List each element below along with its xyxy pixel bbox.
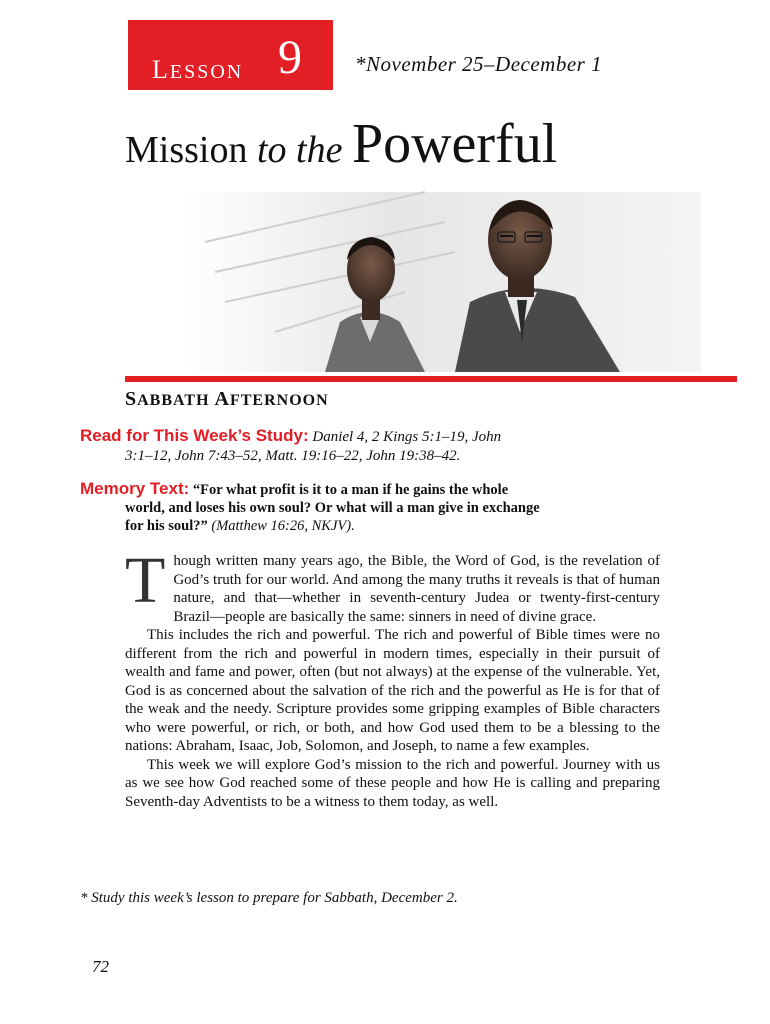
section-word2-cap: A	[214, 388, 230, 410]
footnote: * Study this week’s lesson to prepare for Sabbath, December 2.	[80, 890, 458, 906]
memory-label: Memory Text:	[80, 479, 190, 498]
memory-quote-line3: for his soul?”	[125, 518, 208, 534]
lesson-number: 9	[278, 31, 302, 84]
lesson-label-cap: L	[152, 55, 170, 84]
memory-quote-line2: world, and loses his own soul? Or what will a man give in exchange	[125, 500, 540, 516]
section-divider	[125, 376, 737, 382]
title-part-2: to the	[256, 129, 343, 171]
page-number: 72	[92, 957, 109, 976]
title-part-3: Powerful	[351, 113, 558, 175]
lesson-label	[152, 55, 243, 85]
drop-cap: T	[125, 544, 166, 617]
section-heading	[125, 388, 329, 411]
read-label: Read for This Week’s Study:	[80, 426, 309, 445]
section-word1-cap: S	[125, 388, 138, 410]
title-part-1: Mission	[125, 129, 248, 171]
read-refs-line2: 3:1–12, John 7:43–52, Matt. 19:16–22, John 19:38–42.	[125, 448, 461, 464]
section-word2-rest: FTERNOON	[229, 392, 329, 409]
read-refs-line1: Daniel 4, 2 Kings 5:1–19, John	[312, 429, 502, 445]
body-paragraph-2: This includes the rich and powerful. The rich and powerful of Bible times were no different from the rich and powerful in modern times, especially in their pursuit of wealth and fame and power, often (but not always) at the expense of the vulnerable. Yet, God is as concerned about the salvation of the rich and the powerful as He is for that of the weak and the needy. Scripture provides some gripping examples of Bible characters who were powerful, or rich, or both, and how God used them to be a blessing to the nations: Abraham, Isaac, Job, Solomon, and Joseph, to name a few examples.	[125, 627, 660, 754]
lesson-label-rest: ESSON	[169, 61, 244, 83]
reading-assignment	[80, 426, 662, 466]
memory-reference: (Matthew 16:26, NKJV).	[211, 518, 355, 534]
body-paragraph-1-text: hough written many years ago, the Bible, the Word of God, is the revelation of God’s truth for our world. And among the many truths it reveals is that of human nature, and that—whether in seventh-century Judea or twenty-first-century Brazil—people are basically the same: sinners in need of divine grace.	[173, 553, 660, 625]
body-paragraph-3: This week we will explore God’s mission to the rich and powerful. Journey with us as we see how God reached some of these people and how He is calling and preparing Seventh-day Adventists to be a witness to them today, as well.	[125, 756, 660, 810]
lesson-dates: *November 25–December 1	[355, 52, 603, 76]
lesson-body	[125, 544, 660, 811]
illustration-two-men	[125, 182, 701, 372]
memory-text	[80, 480, 662, 535]
body-paragraph-1	[125, 544, 660, 626]
lesson-banner	[128, 20, 333, 90]
section-word1-rest: ABBATH	[137, 392, 210, 409]
memory-quote-line1: “For what profit is it to a man if he gains the whole	[192, 482, 509, 498]
page-title	[125, 112, 557, 176]
